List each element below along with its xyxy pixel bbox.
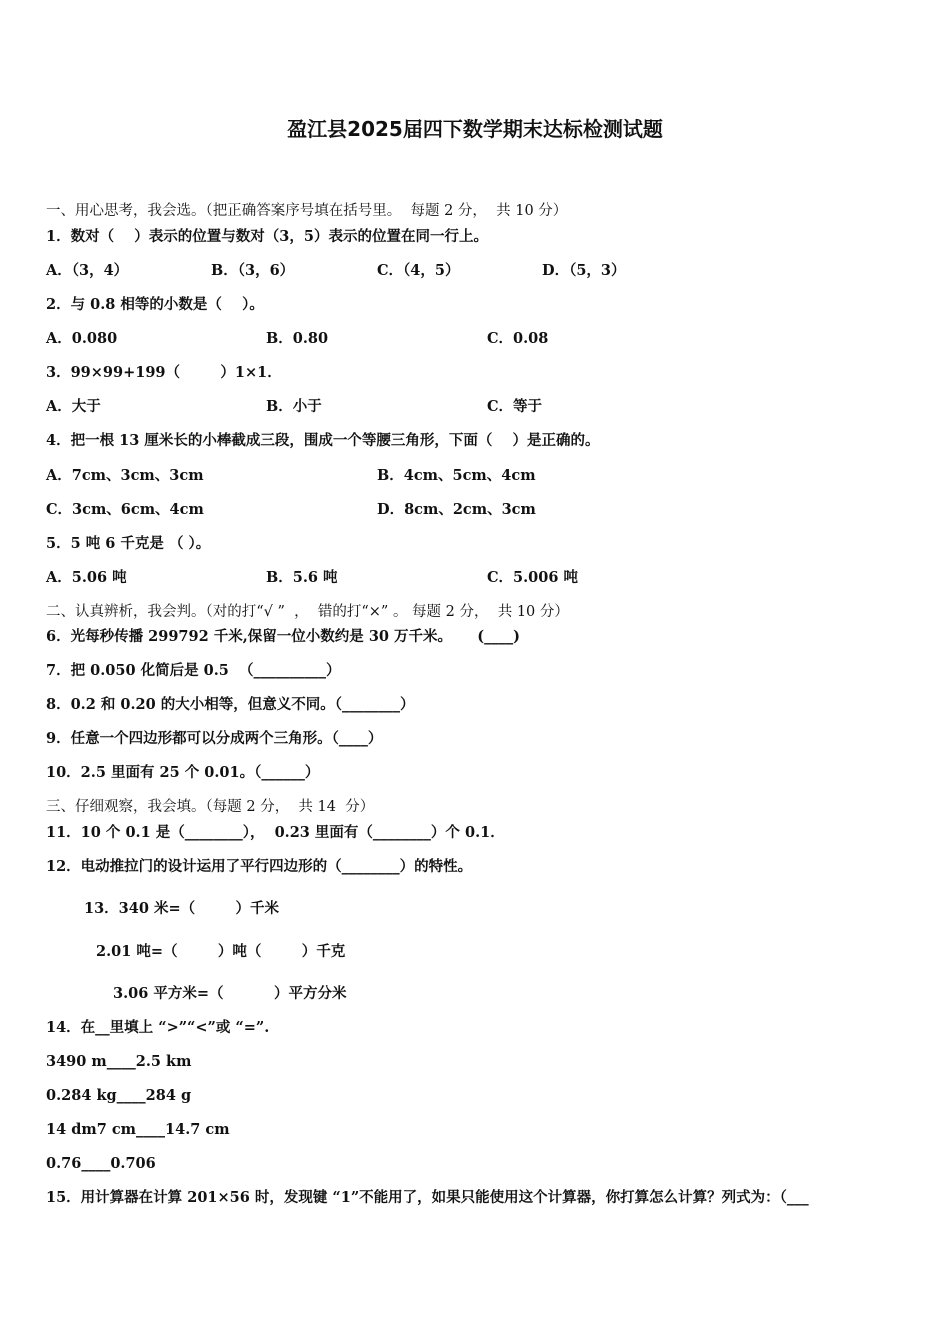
- question-6: 6．光每秒传播 299792 千米,保留一位小数约是 30 万千米。 (____): [46, 628, 521, 645]
- question-4: 4．把一根 13 厘米长的小棒截成三段，围成一个等腰三角形，下面（ ）是正确的。: [46, 432, 600, 449]
- question-14: 14．在__里填上 “>”“<”或 “=”.: [46, 1019, 270, 1036]
- question-13-part-a: 13．340 米=（ ）千米: [84, 900, 280, 917]
- q5-option-a: A．5.06 吨: [46, 569, 127, 586]
- question-3: 3．99×99+199（ ）1×1．: [46, 364, 282, 381]
- question-11: 11．10 个 0.1 是（________）， 0.23 里面有（________）个 0.1．: [46, 824, 505, 841]
- question-14-item-4: 0.76____0.706: [46, 1155, 156, 1172]
- q2-option-b: B．0.80: [266, 330, 329, 347]
- q1-option-a: A．（3，4）: [46, 262, 129, 279]
- section3-heading: 三、仔细观察，我会填。（每题 2 分， 共 14 分）: [46, 799, 375, 815]
- page-title: 盈江县2025届四下数学期末达标检测试题: [287, 117, 663, 141]
- q1-option-b: B．（3，6）: [211, 262, 295, 279]
- q3-option-b: B．小于: [266, 398, 322, 415]
- question-15: 15．用计算器在计算 201×56 时，发现键 “1”不能用了，如果只能使用这个计算器，你打算怎么计算？列式为：（___: [46, 1189, 809, 1206]
- q2-option-c: C．0.08: [487, 330, 549, 347]
- q4-option-b: B．4cm、5cm、4cm: [377, 467, 536, 484]
- q3-option-c: C．等于: [487, 398, 543, 415]
- question-14-item-1: 3490 m____2.5 km: [46, 1053, 192, 1070]
- q5-option-b: B．5.6 吨: [266, 569, 338, 586]
- question-14-item-3: 14 dm7 cm____14.7 cm: [46, 1121, 230, 1138]
- q2-option-a: A．0.080: [46, 330, 118, 347]
- question-12: 12．电动推拉门的设计运用了平行四边形的（________）的特性。: [46, 858, 473, 875]
- question-14-item-2: 0.284 kg____284 g: [46, 1087, 192, 1104]
- question-2: 2．与 0.8 相等的小数是（ ）。: [46, 296, 264, 313]
- q4-option-a: A．7cm、3cm、3cm: [46, 467, 204, 484]
- question-5: 5．5 吨 6 千克是 （ ）。: [46, 535, 211, 552]
- q4-option-d: D．8cm、2cm、3cm: [377, 501, 536, 518]
- q1-option-d: D．（5，3）: [542, 262, 626, 279]
- section1-heading: 一、用心思考，我会选。（把正确答案序号填在括号里。 每题 2 分， 共 10 分）: [46, 203, 568, 219]
- q5-option-c: C．5.006 吨: [487, 569, 578, 586]
- q1-option-c: C．（4，5）: [377, 262, 460, 279]
- question-7: 7．把 0.050 化简后是 0.5 （__________）: [46, 662, 341, 679]
- question-13-part-c: 3.06 平方米=（ ）平方分米: [113, 985, 347, 1002]
- question-1: 1．数对（ ）表示的位置与数对（3，5）表示的位置在同一行上。: [46, 228, 488, 245]
- section2-heading: 二、认真辨析，我会判。（对的打“√ ” ， 错的打“×” 。 每题 2 分， 共 10 分）: [46, 604, 569, 620]
- q4-option-c: C．3cm、6cm、4cm: [46, 501, 204, 518]
- question-13-part-b: 2.01 吨=（ ）吨（ ）千克: [96, 943, 346, 960]
- question-8: 8．0.2 和 0.20 的大小相等，但意义不同。（________）: [46, 696, 415, 713]
- q3-option-a: A．大于: [46, 398, 101, 415]
- question-10: 10．2.5 里面有 25 个 0.01。（______）: [46, 764, 320, 781]
- question-9: 9．任意一个四边形都可以分成两个三角形。（____）: [46, 730, 383, 747]
